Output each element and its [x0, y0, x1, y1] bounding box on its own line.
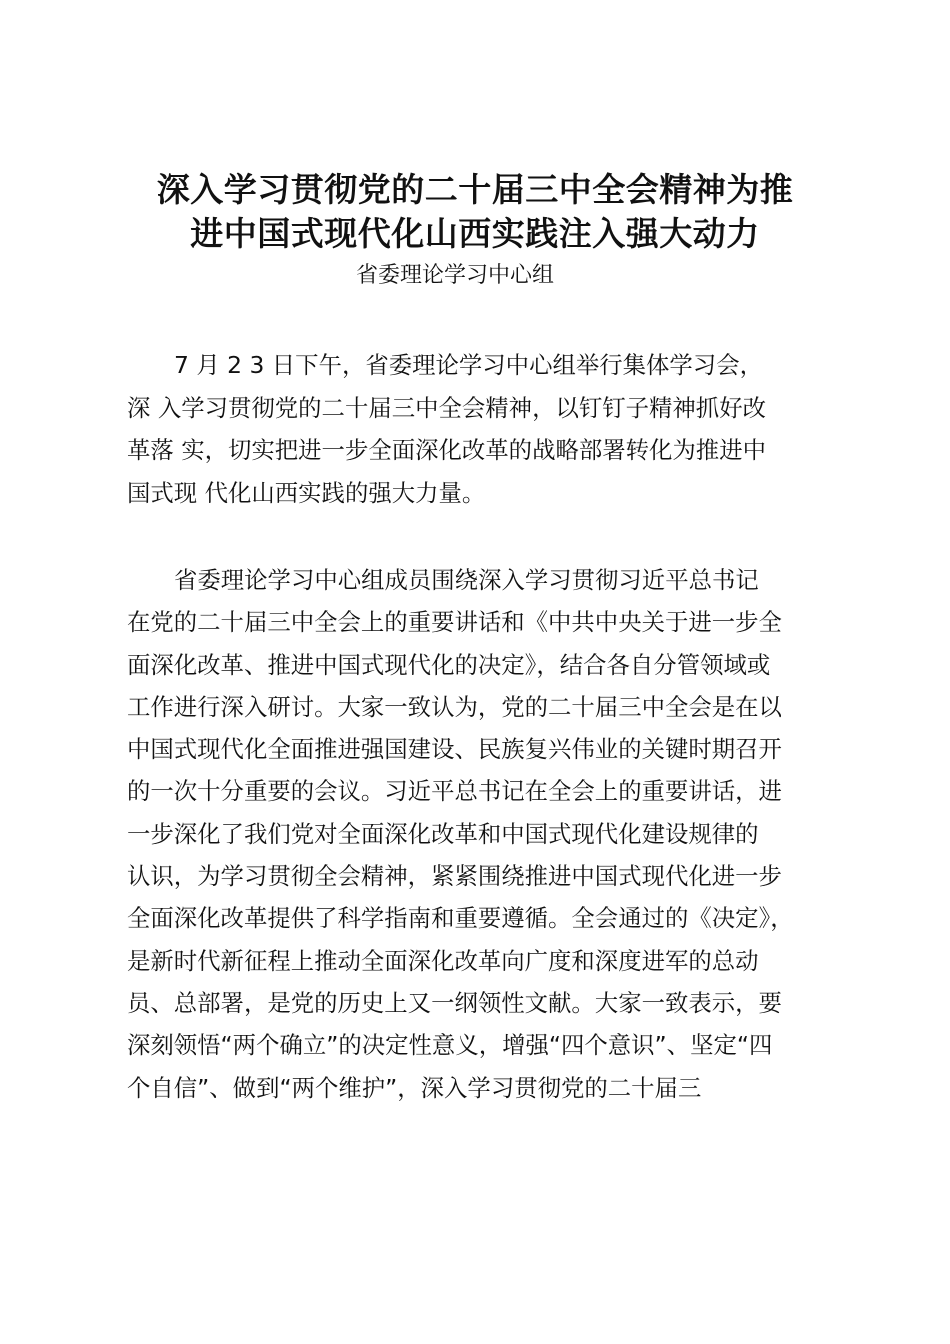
author-line: 省委理论学习中心组	[355, 263, 554, 288]
paragraph-line: 工作进行深入研讨。大家一致认为，党的二十届三中全会是在以	[127, 692, 782, 721]
paragraph-line: 个自信”、做到“两个维护”，深入学习贯彻党的二十届三	[127, 1073, 702, 1102]
document-title	[90, 168, 860, 256]
paragraph-line: 一步深化了我们党对全面深化改革和中国式现代化建设规律的	[127, 819, 759, 848]
paragraph-line: 7 月 2 3 日下午，省委理论学习中心组举行集体学习会，	[174, 351, 763, 379]
paragraph-line: 深刻领悟“两个确立”的决定性意义，增强“四个意识”、坚定“四	[127, 1031, 773, 1060]
paragraph-line: 面深化改革、推进中国式现代化的决定》，结合各自分管领域或	[127, 650, 771, 679]
paragraph-line: 是新时代新征程上推动全面深化改革向广度和深度进军的总动	[127, 946, 759, 975]
paragraph-line: 国式现 代化山西实践的强大力量。	[127, 479, 486, 508]
paragraph-line: 认识，为学习贯彻全会精神，紧紧围绕推进中国式现代化进一步	[127, 862, 782, 891]
paragraph-line: 深 入学习贯彻党的二十届三中全会精神，以钉钉子精神抓好改	[127, 393, 766, 422]
title-line: 进中国式现代化山西实践注入强大动力	[190, 214, 760, 253]
paragraph-2	[127, 559, 842, 1109]
paragraph-line: 省委理论学习中心组成员围绕深入学习贯彻习近平总书记	[174, 566, 759, 594]
paragraph-line: 革落 实，切实把进一步全面深化改革的战略部署转化为推进中	[127, 436, 766, 465]
paragraph-line: 的一次十分重要的会议。习近平总书记在全会上的重要讲话，进	[127, 777, 782, 806]
paragraph-line: 员、总部署，是党的历史上又一纲领性文献。大家一致表示，要	[127, 988, 782, 1017]
paragraph-line: 全面深化改革提供了科学指南和重要遵循。全会通过的《决定》，	[127, 904, 794, 933]
paragraph-line: 中国式现代化全面推进强国建设、民族复兴伟业的关键时期召开	[127, 735, 782, 764]
title-line: 深入学习贯彻党的二十届三中全会精神为推	[156, 170, 794, 209]
paragraph-line: 在党的二十届三中全会上的重要讲话和《中共中央关于进一步全	[127, 608, 782, 637]
paragraph-1	[127, 344, 842, 515]
